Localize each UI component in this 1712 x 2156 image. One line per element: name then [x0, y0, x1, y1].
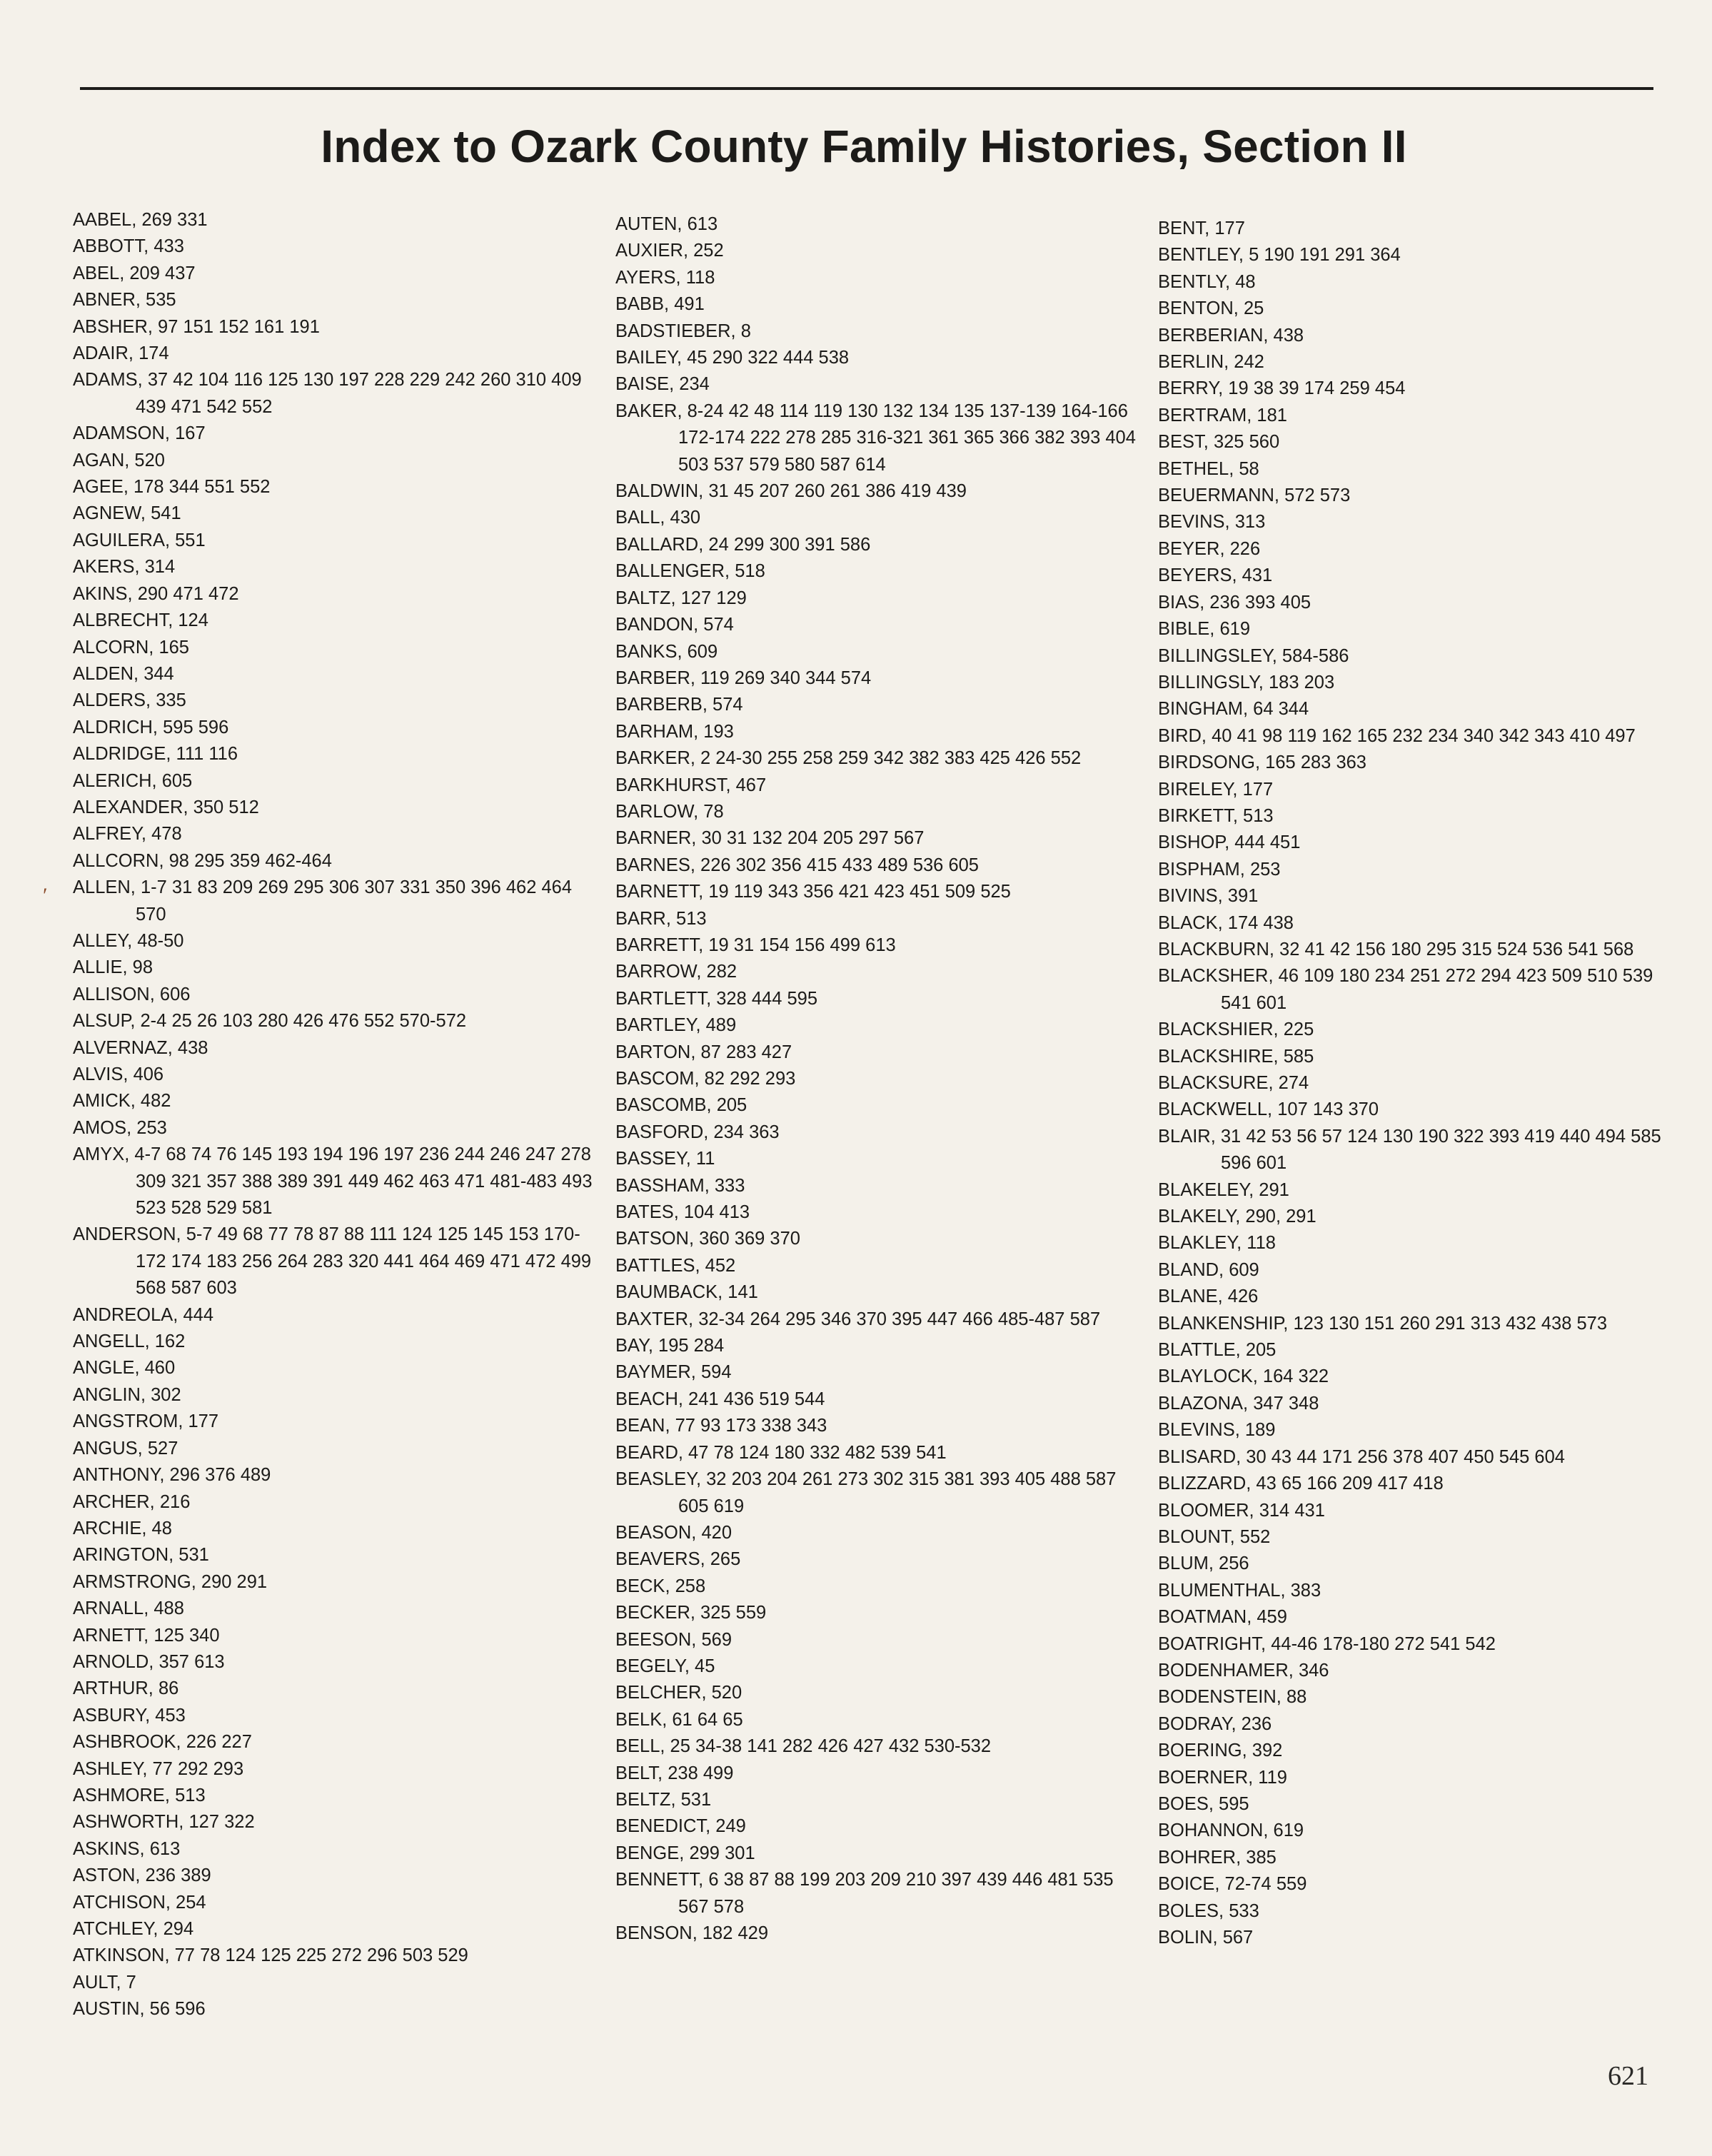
index-entry: BODRAY, 236	[1158, 1713, 1272, 1734]
index-entry: BATSON, 360 369 370	[615, 1229, 800, 1249]
index-entry: BLUM, 256	[1158, 1553, 1249, 1574]
index-entry: ALLIE, 98	[73, 957, 153, 978]
index-entry: BASCOMB, 205	[615, 1095, 747, 1116]
index-entry: BLOOMER, 314 431	[1158, 1500, 1325, 1521]
index-entry: BALLARD, 24 299 300 391 586	[615, 534, 871, 555]
index-entry: BLACKBURN, 32 41 42 156 180 295 315 524 536 541 568	[1158, 939, 1634, 959]
index-entry: ALERICH, 605	[73, 770, 193, 791]
index-entry: ALSUP, 2-4 25 26 103 280 426 476 552 570-572	[73, 1011, 467, 1032]
index-entry: BEGELY, 45	[615, 1656, 715, 1676]
index-entry: ATCHISON, 254	[73, 1892, 206, 1913]
index-entry: ANGUS, 527	[73, 1438, 178, 1459]
index-entry: AGEE, 178 344 551 552	[73, 477, 271, 498]
index-entry: ANGLIN, 302	[73, 1384, 181, 1405]
index-entry: BIRD, 40 41 98 119 162 165 232 234 340 342 343 410 497	[1158, 725, 1636, 746]
index-entry: ALDRICH, 595 596	[73, 717, 229, 737]
index-entry: BENSON, 182 429	[615, 1923, 769, 1943]
index-entry: ANTHONY, 296 376 489	[73, 1465, 271, 1486]
index-entry: BOICE, 72-74 559	[1158, 1874, 1307, 1895]
index-entry: BEVINS, 313	[1158, 512, 1266, 533]
index-column-1	[73, 207, 601, 2023]
index-entry: BENTON, 25	[1158, 298, 1264, 319]
index-entry: BASSEY, 11	[615, 1149, 715, 1169]
index-entry: BEESON, 569	[615, 1629, 732, 1650]
index-entry: BOHANNON, 619	[1158, 1820, 1304, 1841]
index-entry: ARMSTRONG, 290 291	[73, 1571, 268, 1592]
index-entry: BARTLETT, 328 444 595	[615, 988, 818, 1009]
index-entry: BENGE, 299 301	[615, 1843, 755, 1863]
index-entry: BLUMENTHAL, 383	[1158, 1580, 1321, 1601]
index-entry: AMICK, 482	[73, 1091, 171, 1112]
index-entry: AMYX, 4-7 68 74 76 145 193 194 196 197 236 244 246 247 278 309 321 357 388 389 391 449 462 463 471 481-483 493 523 528 529 581	[73, 1144, 593, 1219]
index-entry: BENNETT, 6 38 87 88 199 203 209 210 397 439 446 481 535 567 578	[615, 1870, 1114, 1917]
index-entry: ALLISON, 606	[73, 984, 191, 1004]
index-entry: BLAND, 609	[1158, 1259, 1259, 1280]
index-entry: BLANKENSHIP, 123 130 151 260 291 313 432 438 573	[1158, 1313, 1608, 1334]
index-entry: BOES, 595	[1158, 1793, 1249, 1814]
index-entry: BATES, 104 413	[615, 1202, 750, 1223]
index-entry: BANDON, 574	[615, 615, 734, 635]
page-title: Index to Ozark County Family Histories, Section II	[321, 121, 1407, 172]
index-entry: ANGELL, 162	[73, 1331, 186, 1352]
index-entry: ASHMORE, 513	[73, 1785, 206, 1805]
index-entry: BALDWIN, 31 45 207 260 261 386 419 439	[615, 481, 967, 502]
index-entry: AGAN, 520	[73, 450, 165, 470]
index-entry: BAKER, 8-24 42 48 114 119 130 132 134 135 137-139 164-166 172-174 222 278 285 316-321 361 365 366 382 393 404 503 537 579 580 587 614	[615, 401, 1136, 475]
index-entry: BELT, 238 499	[615, 1763, 734, 1783]
index-entry: BEUERMANN, 572 573	[1158, 485, 1351, 506]
index-entry: BLACKSURE, 274	[1158, 1073, 1309, 1093]
index-entry: BELL, 25 34-38 141 282 426 427 432 530-532	[615, 1736, 992, 1757]
index-entry: BASSHAM, 333	[615, 1175, 745, 1196]
index-entry: BARTLEY, 489	[615, 1015, 737, 1036]
index-entry: ASBURY, 453	[73, 1705, 186, 1726]
index-entry: BAY, 195 284	[615, 1336, 725, 1356]
index-entry: BLACKSHIRE, 585	[1158, 1046, 1314, 1067]
index-entry: ALLEY, 48-50	[73, 930, 184, 951]
index-entry: BELK, 61 64 65	[615, 1709, 743, 1730]
index-entry: BANKS, 609	[615, 641, 718, 662]
index-entry: ARTHUR, 86	[73, 1678, 179, 1699]
index-entry: BERBERIAN, 438	[1158, 325, 1304, 346]
index-entry: ALVIS, 406	[73, 1064, 164, 1084]
index-entry: BEASON, 420	[615, 1522, 732, 1543]
index-entry: AUTEN, 613	[615, 214, 718, 234]
index-entry: AULT, 7	[73, 1972, 136, 1993]
index-entry: ABSHER, 97 151 152 161 191	[73, 316, 320, 337]
index-entry: ARNALL, 488	[73, 1598, 184, 1619]
index-entry: ALDEN, 344	[73, 663, 174, 684]
index-entry: AUSTIN, 56 596	[73, 1999, 206, 2020]
index-entry: BELTZ, 531	[615, 1789, 712, 1810]
index-column-3	[1158, 216, 1686, 1951]
top-rule	[80, 87, 1653, 90]
index-entry: ABEL, 209 437	[73, 263, 196, 283]
index-entry: BARBERB, 574	[615, 695, 743, 715]
index-entry: BEACH, 241 436 519 544	[615, 1389, 825, 1409]
index-entry: BERTRAM, 181	[1158, 405, 1287, 425]
index-entry: BLIZZARD, 43 65 166 209 417 418	[1158, 1474, 1444, 1494]
index-entry: ALDERS, 335	[73, 690, 186, 711]
index-entry: ANGLE, 460	[73, 1358, 176, 1379]
index-entry: ARINGTON, 531	[73, 1545, 209, 1566]
index-entry: AGNEW, 541	[73, 503, 181, 524]
index-entry: BETHEL, 58	[1158, 458, 1259, 479]
index-entry: BISHOP, 444 451	[1158, 832, 1301, 853]
index-entry: BIRKETT, 513	[1158, 805, 1274, 826]
index-entry: BLOUNT, 552	[1158, 1526, 1271, 1547]
index-entry: BADSTIEBER, 8	[615, 321, 751, 341]
index-entry: ANGSTROM, 177	[73, 1411, 219, 1432]
index-entry: ALLCORN, 98 295 359 462-464	[73, 850, 332, 871]
index-entry: BARNES, 226 302 356 415 433 489 536 605	[615, 855, 979, 875]
index-entry: AUXIER, 252	[615, 241, 724, 261]
index-entry: ALCORN, 165	[73, 637, 189, 658]
index-entry: AABEL, 269 331	[73, 210, 208, 230]
index-entry: ABNER, 535	[73, 290, 176, 311]
index-entry: BENTLY, 48	[1158, 271, 1256, 292]
index-entry: BASFORD, 234 363	[615, 1122, 780, 1142]
index-entry: BOERNER, 119	[1158, 1767, 1287, 1788]
page-number: 621	[1608, 2061, 1648, 2091]
index-entry: BENTLEY, 5 190 191 291 364	[1158, 245, 1401, 266]
index-entry: ALLEN, 1-7 31 83 209 269 295 306 307 331 350 396 462 464 570	[73, 877, 573, 925]
index-entry: BERRY, 19 38 39 174 259 454	[1158, 378, 1406, 399]
index-entry: BLACKSHIER, 225	[1158, 1019, 1314, 1040]
index-entry: ARCHER, 216	[73, 1491, 191, 1512]
index-entry: BEAN, 77 93 173 338 343	[615, 1416, 827, 1436]
index-entry: BLANE, 426	[1158, 1286, 1259, 1307]
index-entry: ABBOTT, 433	[73, 236, 184, 257]
index-entry: BLAKLEY, 118	[1158, 1233, 1276, 1254]
index-entry: BLAKELY, 290, 291	[1158, 1207, 1316, 1227]
index-entry: BARKHURST, 467	[615, 775, 767, 795]
index-entry: BLACKSHER, 46 109 180 234 251 272 294 423 509 510 539 541 601	[1158, 966, 1653, 1013]
index-entry: BEASLEY, 32 203 204 261 273 302 315 381 393 405 488 587 605 619	[615, 1469, 1117, 1516]
index-entry: BAUMBACK, 141	[615, 1282, 758, 1303]
index-entry: AMOS, 253	[73, 1117, 167, 1138]
index-entry: BAYMER, 594	[615, 1362, 732, 1383]
index-entry: BARRETT, 19 31 154 156 499 613	[615, 935, 896, 955]
index-entry: ASKINS, 613	[73, 1838, 181, 1859]
index-entry: BARLOW, 78	[615, 801, 724, 822]
index-entry: ASHLEY, 77 292 293	[73, 1758, 244, 1779]
index-entry: BIVINS, 391	[1158, 886, 1259, 907]
index-column-2	[615, 211, 1144, 1947]
index-entry: BARNER, 30 31 132 204 205 297 567	[615, 828, 925, 849]
index-entry: AYERS, 118	[615, 267, 715, 288]
index-entry: BOHRER, 385	[1158, 1847, 1277, 1868]
index-entry: BODENSTEIN, 88	[1158, 1687, 1307, 1708]
index-entry: ADAIR, 174	[73, 343, 169, 364]
index-entry: BLAIR, 31 42 53 56 57 124 130 190 322 393 419 440 494 585 596 601	[1158, 1126, 1661, 1174]
index-entry: BENT, 177	[1158, 218, 1245, 238]
index-entry: BARBER, 119 269 340 344 574	[615, 668, 872, 688]
index-entry: BARNETT, 19 119 343 356 421 423 451 509 525	[615, 882, 1011, 902]
index-entry: AKERS, 314	[73, 557, 176, 578]
index-entry: BARKER, 2 24-30 255 258 259 342 382 383 425 426 552	[615, 748, 1082, 769]
index-entry: BILLINGSLY, 183 203	[1158, 672, 1335, 692]
index-entry: AGUILERA, 551	[73, 530, 206, 550]
index-entry: ASTON, 236 389	[73, 1865, 211, 1886]
index-entry: BEST, 325 560	[1158, 432, 1280, 453]
index-entry: BIRDSONG, 165 283 363	[1158, 752, 1366, 773]
index-entry: ALDRIDGE, 111 116	[73, 744, 238, 765]
index-entry: BLAZONA, 347 348	[1158, 1393, 1319, 1414]
index-entry: BABB, 491	[615, 294, 705, 315]
index-entry: BIBLE, 619	[1158, 619, 1251, 640]
index-entry: ASHWORTH, 127 322	[73, 1812, 255, 1833]
index-entry: BARR, 513	[615, 908, 707, 929]
index-entry: ALVERNAZ, 438	[73, 1037, 208, 1058]
index-entry: BEYER, 226	[1158, 538, 1261, 559]
index-entry: ALBRECHT, 124	[73, 610, 208, 631]
index-entry: BOLIN, 567	[1158, 1928, 1254, 1948]
index-entry: BEYERS, 431	[1158, 565, 1273, 586]
index-entry: BOATMAN, 459	[1158, 1607, 1287, 1628]
index-entry: BELCHER, 520	[615, 1683, 742, 1703]
index-entry: BAILEY, 45 290 322 444 538	[615, 348, 850, 368]
index-entry: ANDREOLA, 444	[73, 1304, 214, 1325]
index-entry: ADAMS, 37 42 104 116 125 130 197 228 229 242 260 310 409 439 471 542 552	[73, 370, 582, 417]
index-entry: BLISARD, 30 43 44 171 256 378 407 450 545 604	[1158, 1446, 1565, 1467]
index-entry: BODENHAMER, 346	[1158, 1660, 1329, 1681]
index-entry: BASCOM, 82 292 293	[615, 1069, 796, 1089]
index-entry: BAXTER, 32-34 264 295 346 370 395 447 466 485-487 587	[615, 1309, 1101, 1329]
index-entry: BECKER, 325 559	[615, 1603, 767, 1623]
index-entry: ANDERSON, 5-7 49 68 77 78 87 88 111 124 125 145 153 170-172 174 183 256 264 283 320 441 464 469 471 472 499 568 587 603	[73, 1224, 592, 1299]
index-entry: BLAYLOCK, 164 322	[1158, 1366, 1329, 1387]
index-entry: BEAVERS, 265	[615, 1549, 741, 1570]
index-entry: ARNETT, 125 340	[73, 1625, 220, 1646]
index-entry: BAISE, 234	[615, 374, 710, 395]
index-entry: BARHAM, 193	[615, 721, 734, 742]
index-entry: ALFREY, 478	[73, 824, 182, 845]
index-entry: BOATRIGHT, 44-46 178-180 272 541 542	[1158, 1633, 1496, 1654]
index-entry: BALLENGER, 518	[615, 561, 765, 582]
index-entry: BARROW, 282	[615, 962, 737, 982]
index-entry: BALL, 430	[615, 508, 701, 528]
index-entry: ATCHLEY, 294	[73, 1919, 194, 1939]
index-entry: BARTON, 87 283 427	[615, 1042, 792, 1062]
index-entry: ATKINSON, 77 78 124 125 225 272 296 503 529	[73, 1945, 468, 1966]
index-entry: BISPHAM, 253	[1158, 859, 1281, 880]
index-entry: BALTZ, 127 129	[615, 588, 747, 608]
index-entry: BINGHAM, 64 344	[1158, 699, 1309, 720]
index-entry: ASHBROOK, 226 227	[73, 1732, 252, 1753]
index-entry: BLEVINS, 189	[1158, 1420, 1276, 1441]
index-entry: BLAKELEY, 291	[1158, 1179, 1289, 1200]
index-entry: ARNOLD, 357 613	[73, 1651, 225, 1672]
index-entry: BIRELEY, 177	[1158, 779, 1274, 800]
index-entry: BOERING, 392	[1158, 1741, 1283, 1761]
index-entry: AKINS, 290 471 472	[73, 583, 239, 604]
margin-check-mark: ′	[43, 884, 48, 907]
index-entry: BLACKWELL, 107 143 370	[1158, 1099, 1379, 1120]
index-entry: BILLINGSLEY, 584-586	[1158, 645, 1349, 666]
index-entry: BENEDICT, 249	[615, 1816, 746, 1837]
index-entry: BECK, 258	[615, 1576, 706, 1596]
index-entry: ARCHIE, 48	[73, 1518, 172, 1538]
index-entry: BERLIN, 242	[1158, 352, 1264, 373]
index-entry: ADAMSON, 167	[73, 423, 206, 444]
index-entry: BATTLES, 452	[615, 1255, 736, 1276]
index-entry: BOLES, 533	[1158, 1900, 1259, 1921]
index-entry: BEARD, 47 78 124 180 332 482 539 541	[615, 1442, 947, 1463]
index-entry: BLACK, 174 438	[1158, 912, 1294, 933]
index-entry: BIAS, 236 393 405	[1158, 592, 1311, 613]
index-entry: BLATTLE, 205	[1158, 1340, 1277, 1361]
index-entry: ALEXANDER, 350 512	[73, 797, 259, 817]
